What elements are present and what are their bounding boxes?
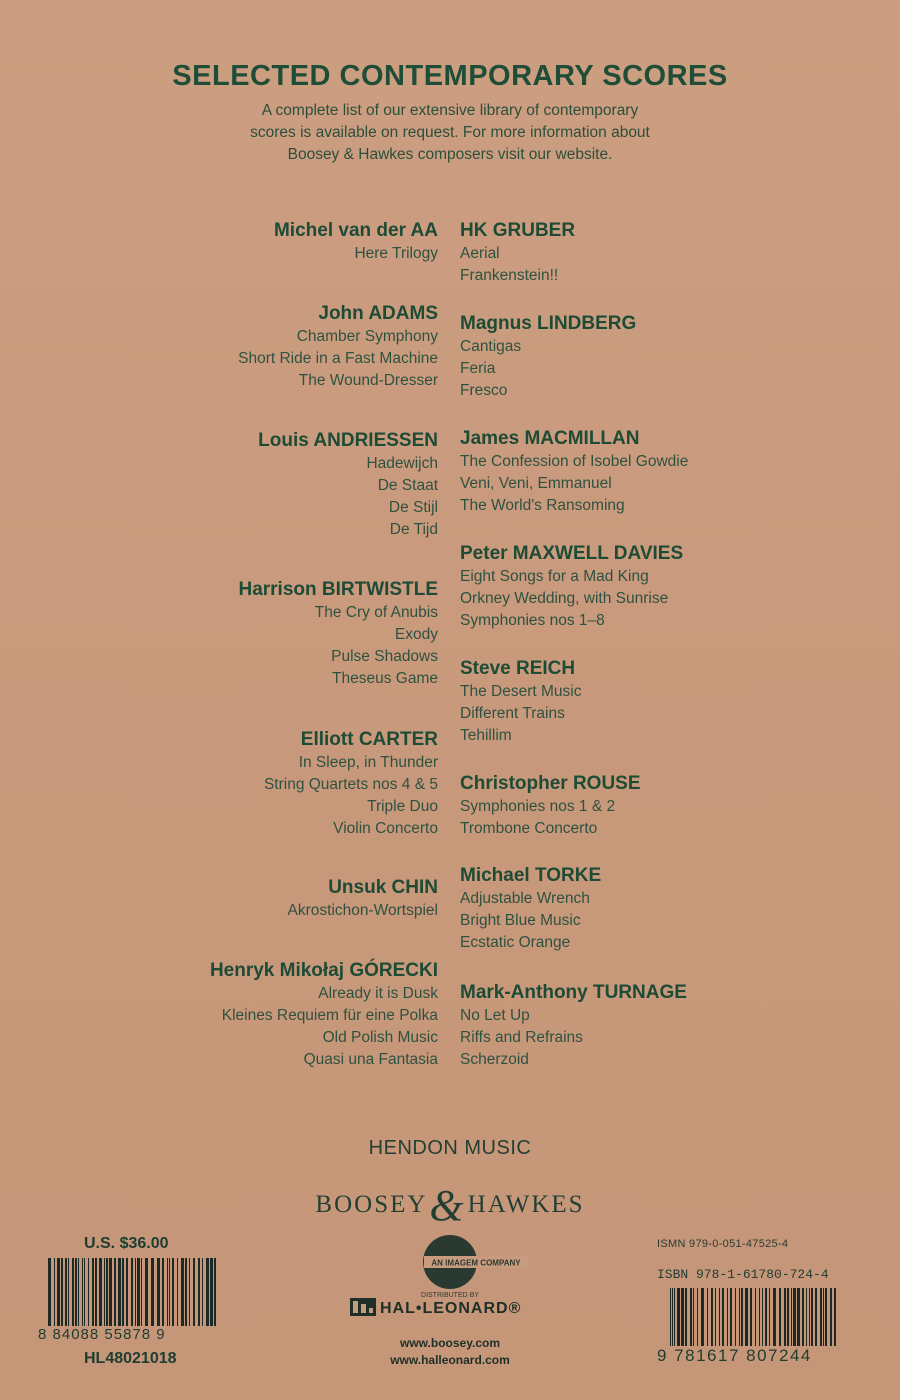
- intro-text: [180, 100, 720, 166]
- work-title: Theseus Game: [332, 670, 438, 687]
- barcode-bar: [823, 1288, 824, 1346]
- work-title: Fresco: [460, 382, 508, 399]
- work-title: Quasi una Fantasia: [303, 1051, 438, 1068]
- work-title: String Quartets nos 4 & 5: [263, 776, 438, 793]
- work-title: No Let Up: [460, 1007, 530, 1024]
- work-title: Chamber Symphony: [296, 328, 438, 345]
- composer-entry: [238, 302, 438, 392]
- barcode-bar: [784, 1288, 786, 1346]
- barcode-bar: [701, 1288, 704, 1346]
- barcode-bar: [48, 1258, 51, 1326]
- barcode-bar: [214, 1258, 216, 1326]
- imagem-badge-text: AN IMAGEM COMPANY: [431, 1258, 521, 1268]
- barcode-bar: [739, 1288, 740, 1346]
- barcode-bar: [745, 1288, 748, 1346]
- barcode-bar: [169, 1258, 170, 1326]
- work-title: Cantigas: [460, 338, 522, 355]
- work-title: Feria: [460, 360, 496, 377]
- hl-product-code: HL48021018: [84, 1350, 177, 1367]
- ismn-label: ISMN 979-0-051-47525-4: [657, 1238, 789, 1250]
- work-title: Already it is Dusk: [318, 985, 438, 1002]
- work-title: Pulse Shadows: [331, 648, 438, 665]
- barcode-bar: [815, 1288, 817, 1346]
- composer-entry: [460, 542, 683, 632]
- barcode-bar: [741, 1288, 743, 1346]
- barcode-bar: [674, 1288, 675, 1346]
- hal-leonard-icon: [350, 1298, 376, 1316]
- barcode-bar: [759, 1288, 760, 1346]
- composer-name: HK GRUBER: [460, 220, 576, 241]
- work-title: Violin Concerto: [333, 820, 438, 837]
- barcode-bar: [697, 1288, 698, 1346]
- barcode-bar: [769, 1288, 770, 1346]
- barcode-bar: [719, 1288, 720, 1346]
- barcode-bar: [141, 1258, 142, 1326]
- work-title: The World's Ransoming: [460, 497, 625, 514]
- composer-name: Magnus LINDBERG: [460, 313, 637, 334]
- barcode-bar: [131, 1258, 133, 1326]
- work-title: Orkney Wedding, with Sunrise: [460, 590, 669, 607]
- barcode-bar: [151, 1258, 154, 1326]
- composer-name: James MACMILLAN: [460, 428, 640, 449]
- composer-name: Michael TORKE: [460, 865, 602, 886]
- page-title: SELECTED CONTEMPORARY SCORES: [172, 60, 728, 92]
- work-title: Different Trains: [460, 705, 565, 722]
- barcode-bar: [672, 1288, 673, 1346]
- composer-name: Steve REICH: [460, 658, 576, 679]
- work-title: De Stijl: [388, 499, 438, 516]
- barcode-bar: [750, 1288, 752, 1346]
- barcode-bar: [755, 1288, 756, 1346]
- work-title: Kleines Requiem für eine Polka: [221, 1007, 438, 1024]
- barcode-bar: [806, 1288, 807, 1346]
- barcode-bar: [809, 1288, 810, 1346]
- composer-entry: [460, 772, 641, 840]
- barcode-bar: [677, 1288, 680, 1346]
- barcode-bar: [681, 1288, 684, 1346]
- price-label: U.S. $36.00: [84, 1235, 169, 1252]
- barcode-bar: [137, 1258, 140, 1326]
- work-title: Symphonies nos 1 & 2: [460, 798, 616, 815]
- work-title: Frankenstein!!: [460, 267, 559, 284]
- barcode-bar: [773, 1288, 776, 1346]
- barcode-bar: [92, 1258, 94, 1326]
- barcode-bar: [762, 1288, 763, 1346]
- barcode-bar: [95, 1258, 97, 1326]
- hal-leonard-logo: [350, 1298, 521, 1318]
- composer-name: Henryk Mikołaj GÓRECKI: [209, 960, 438, 981]
- barcode-bar: [711, 1288, 713, 1346]
- barcode-bar: [787, 1288, 789, 1346]
- work-title: De Staat: [377, 477, 438, 494]
- intro-line: scores is available on request. For more information about: [250, 124, 650, 141]
- work-title: Tehillim: [460, 727, 512, 744]
- intro-line: Boosey & Hawkes composers visit our website.: [287, 146, 613, 163]
- composer-entry: [288, 876, 438, 922]
- ampersand-glyph: &: [429, 1181, 466, 1230]
- barcode-bar: [65, 1258, 67, 1326]
- barcode-bar: [99, 1258, 102, 1326]
- work-title: Old Polish Music: [322, 1029, 438, 1046]
- barcode-bar: [126, 1258, 128, 1326]
- barcode-bar: [157, 1258, 160, 1326]
- barcode-bar: [135, 1258, 136, 1326]
- barcode-bar: [118, 1258, 121, 1326]
- barcode-bar: [722, 1288, 724, 1346]
- barcode-bar: [707, 1288, 708, 1346]
- barcode-bar: [825, 1288, 827, 1346]
- boosey-hawkes-logo: [0, 1180, 900, 1231]
- barcode-bar: [68, 1258, 69, 1326]
- upc-digits: 8 84088 55878 9: [38, 1326, 166, 1343]
- barcode-bar: [802, 1288, 804, 1346]
- composer-name: Elliott CARTER: [300, 729, 438, 750]
- barcode-bar: [779, 1288, 781, 1346]
- work-title: The Desert Music: [460, 683, 582, 700]
- barcode-bar: [834, 1288, 836, 1346]
- boosey-word: BOOSEY: [315, 1191, 428, 1218]
- work-title: The Wound-Dresser: [298, 372, 438, 389]
- barcode-bar: [820, 1288, 822, 1346]
- barcode-bar: [198, 1258, 200, 1326]
- composer-entry: [460, 427, 688, 517]
- barcode-bar: [791, 1288, 792, 1346]
- hendon-music-imprint: HENDON MUSIC: [368, 1137, 532, 1159]
- upc-barcode: [48, 1258, 218, 1326]
- imagem-company-logo: [420, 1233, 530, 1291]
- barcode-bar: [75, 1258, 77, 1326]
- work-title: De Tijd: [389, 521, 438, 538]
- composer-entry: [460, 657, 581, 747]
- barcode-bar: [730, 1288, 732, 1346]
- composer-name: Michel van der AA: [273, 220, 438, 241]
- isbn-label: ISBN 978-1-61780-724-4: [657, 1267, 829, 1282]
- barcode-bar: [54, 1258, 55, 1326]
- composer-name: Peter MAXWELL DAVIES: [460, 543, 684, 564]
- barcode-bar: [210, 1258, 213, 1326]
- work-title: Akrostichon-Wortspiel: [287, 902, 438, 919]
- barcode-bar: [765, 1288, 767, 1346]
- work-title: Short Ride in a Fast Machine: [238, 350, 438, 367]
- barcode-bar: [189, 1258, 190, 1326]
- barcode-bar: [167, 1258, 168, 1326]
- composer-entry: [460, 864, 601, 954]
- barcode-bar: [57, 1258, 60, 1326]
- barcode-bar: [177, 1258, 178, 1326]
- barcode-bar: [72, 1258, 74, 1326]
- composer-entry: [460, 312, 636, 402]
- composer-entry: [460, 981, 687, 1071]
- composer-entry: [258, 429, 438, 541]
- url-boosey: www.boosey.com: [399, 1336, 501, 1350]
- barcode-bar: [61, 1258, 63, 1326]
- work-title: Symphonies nos 1–8: [460, 612, 605, 629]
- intro-line: A complete list of our extensive library of contemporary: [261, 102, 639, 119]
- barcode-bar: [84, 1258, 85, 1326]
- barcode-bar: [193, 1258, 195, 1326]
- barcode-bar: [693, 1288, 694, 1346]
- composer-entry: [460, 219, 575, 287]
- barcode-bar: [181, 1258, 184, 1326]
- barcode-bar: [735, 1288, 736, 1346]
- isbn-digits: 9 781617 807244: [657, 1346, 812, 1365]
- work-title: Trombone Concerto: [460, 820, 598, 837]
- distributed-by-label: DISTRIBUTED BY: [421, 1292, 479, 1299]
- barcode-bar: [109, 1258, 112, 1326]
- barcode-bar: [114, 1258, 116, 1326]
- barcode-bar: [88, 1258, 89, 1326]
- barcode-bar: [106, 1258, 108, 1326]
- barcode-bar: [172, 1258, 174, 1326]
- composer-entry: [210, 959, 438, 1071]
- composer-name: Mark-Anthony TURNAGE: [460, 982, 687, 1003]
- work-title: Adjustable Wrench: [460, 890, 590, 907]
- hal-leonard-wordmark: HAL•LEONARD®: [380, 1300, 522, 1317]
- barcode-bar: [715, 1288, 716, 1346]
- barcode-bar: [104, 1258, 105, 1326]
- composer-name: Christopher ROUSE: [460, 773, 641, 794]
- barcode-bar: [797, 1288, 800, 1346]
- work-title: Ecstatic Orange: [460, 934, 571, 951]
- work-title: Aerial: [460, 245, 500, 262]
- work-title: Exody: [394, 626, 438, 643]
- composer-name: Unsuk CHIN: [328, 877, 438, 898]
- barcode-bar: [122, 1258, 124, 1326]
- barcode-bar: [185, 1258, 187, 1326]
- isbn-barcode: [670, 1288, 838, 1346]
- work-title: Scherzoid: [460, 1051, 529, 1068]
- barcode-bar: [202, 1258, 203, 1326]
- work-title: Hadewijch: [366, 455, 438, 472]
- work-title: Eight Songs for a Mad King: [460, 568, 649, 585]
- composer-name: Louis ANDRIESSEN: [258, 430, 438, 451]
- composer-entry: [238, 578, 438, 690]
- barcode-bar: [690, 1288, 692, 1346]
- barcode-bar: [670, 1288, 671, 1346]
- url-halleonard: www.halleonard.com: [390, 1353, 510, 1367]
- barcode-bar: [811, 1288, 813, 1346]
- barcode-bar: [206, 1258, 209, 1326]
- composer-name: Harrison BIRTWISTLE: [238, 579, 438, 600]
- work-title: Here Trilogy: [354, 245, 438, 262]
- work-title: In Sleep, in Thunder: [298, 754, 438, 771]
- barcode-bar: [145, 1258, 148, 1326]
- composer-entry: [264, 728, 438, 840]
- barcode-bar: [793, 1288, 796, 1346]
- work-title: Bright Blue Music: [460, 912, 581, 929]
- work-title: Veni, Veni, Emmanuel: [460, 475, 612, 492]
- work-title: The Cry of Anubis: [314, 604, 438, 621]
- barcode-bar: [685, 1288, 687, 1346]
- barcode-bar: [82, 1258, 83, 1326]
- work-title: The Confession of Isobel Gowdie: [460, 453, 689, 470]
- composer-entry: [274, 219, 438, 265]
- barcode-bar: [78, 1258, 79, 1326]
- work-title: Triple Duo: [367, 798, 438, 815]
- barcode-bar: [162, 1258, 164, 1326]
- work-title: Riffs and Refrains: [460, 1029, 583, 1046]
- hawkes-word: HAWKES: [467, 1191, 585, 1218]
- barcode-bar: [727, 1288, 728, 1346]
- barcode-bar: [830, 1288, 832, 1346]
- composer-name: John ADAMS: [318, 303, 438, 324]
